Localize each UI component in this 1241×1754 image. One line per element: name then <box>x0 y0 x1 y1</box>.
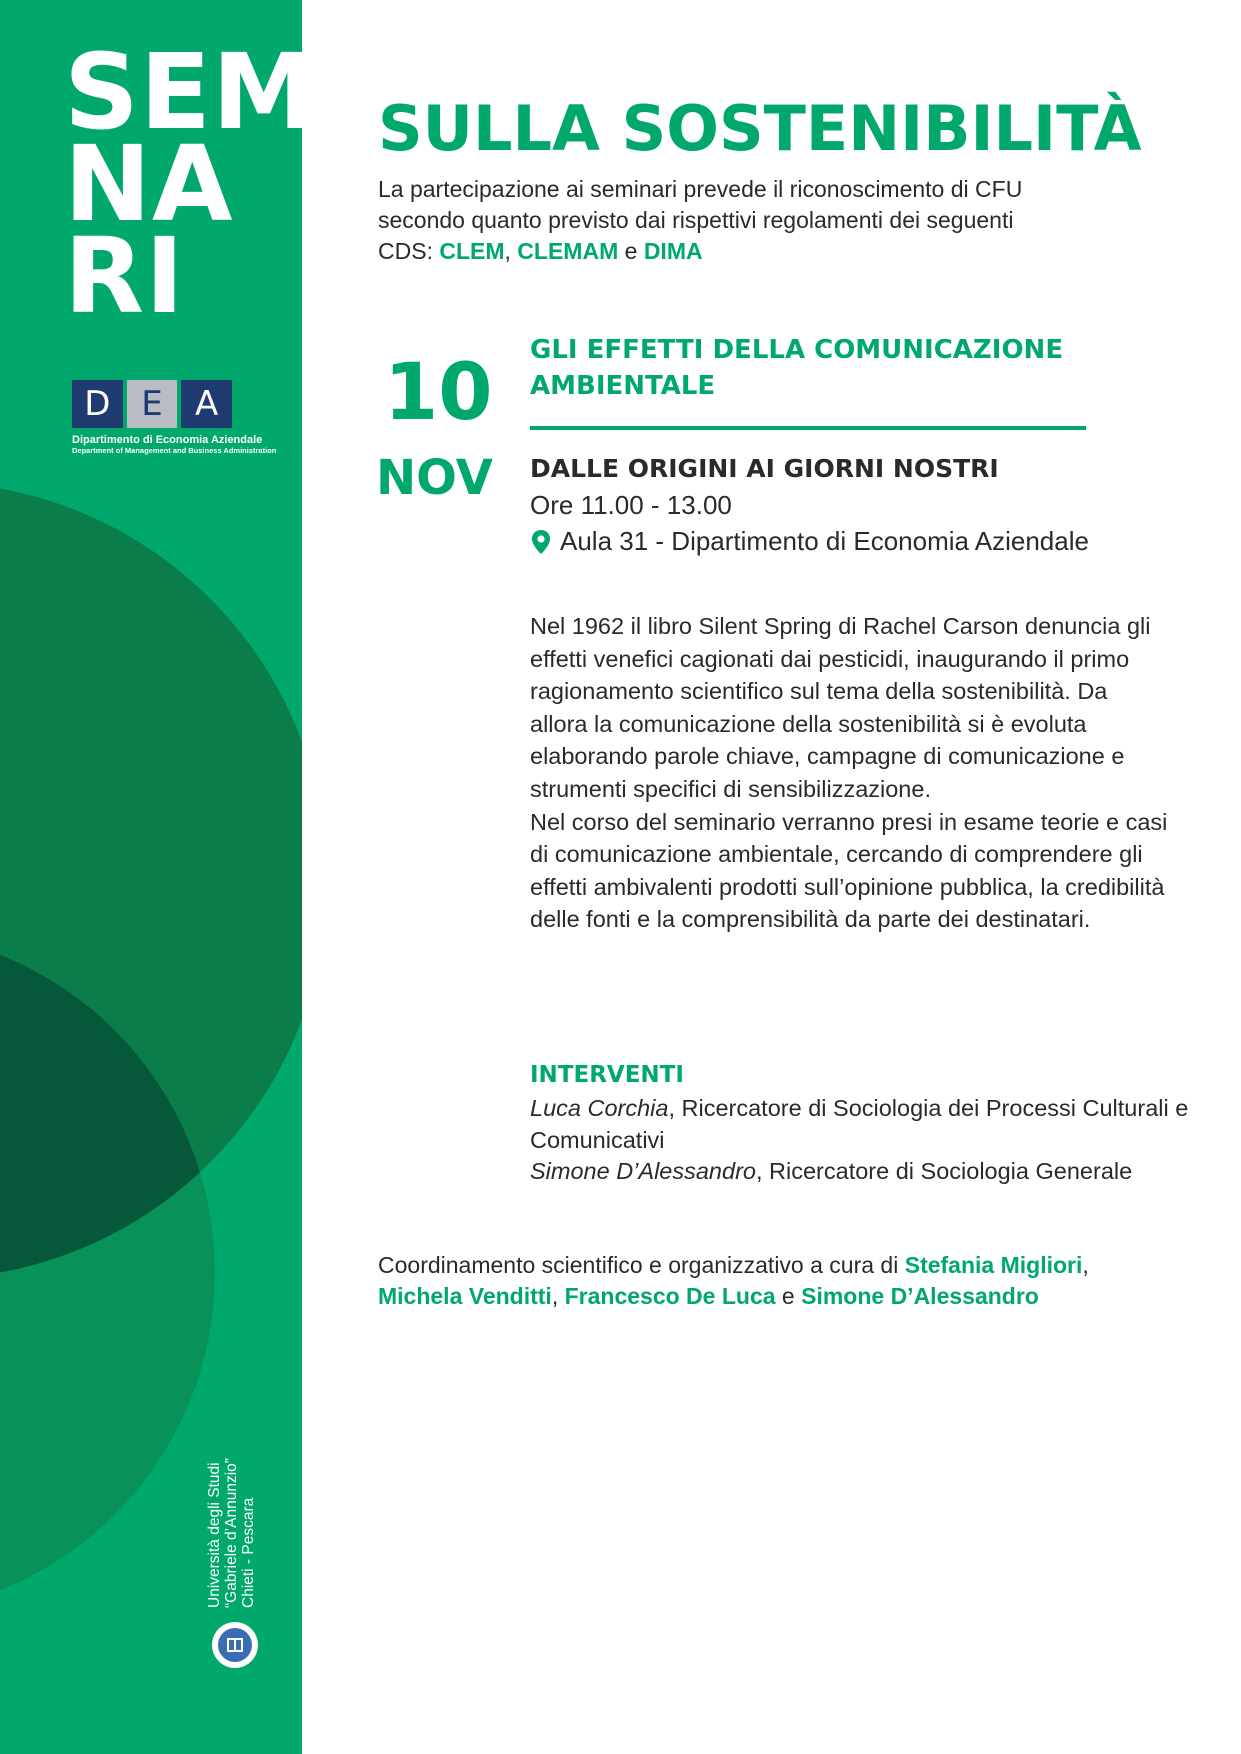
university-seal-inner <box>218 1628 252 1662</box>
dea-letter-e: E <box>127 380 178 428</box>
speaker-item <box>530 1093 1190 1156</box>
coord-sep: , <box>1082 1252 1089 1278</box>
intro-paragraph <box>378 174 1078 267</box>
speaker-item <box>530 1156 1190 1188</box>
university-line: “Gabriele d’Annunzio” <box>223 1458 240 1608</box>
intro-sep: , <box>504 238 511 264</box>
dea-logo <box>72 380 277 455</box>
event-place <box>530 526 1089 557</box>
course-clem: CLEM <box>439 238 505 264</box>
speaker-name: Luca Corchia <box>530 1095 669 1121</box>
course-clemam: CLEMAM <box>517 238 619 264</box>
coord-and: e <box>781 1283 795 1309</box>
coordination-note <box>378 1250 1168 1312</box>
university-name <box>206 1458 257 1608</box>
event-title: GLI EFFETTI DELLA COMUNICAZIONE AMBIENTALE <box>530 335 1064 401</box>
speaker-name: Simone D’Alessandro <box>530 1158 756 1184</box>
event-subtitle: DALLE ORIGINI AI GIORNI NOSTRI <box>530 454 999 483</box>
coordinator-name: Michela Venditti <box>378 1283 552 1309</box>
seal-emblem-icon <box>224 1634 246 1656</box>
coordinator-name: Stefania Migliori <box>904 1252 1083 1278</box>
event-day: 10 <box>384 348 493 438</box>
decorative-circle-overlap <box>0 930 215 1279</box>
coordinator-name: Francesco De Luca <box>564 1283 776 1309</box>
event-description <box>530 610 1170 936</box>
decorative-circle-overlap-clip <box>0 482 302 1279</box>
dea-department-name-en: Department of Management and Business Administration <box>72 446 277 455</box>
speaker-role: , Ricercatore di Sociologia Generale <box>755 1158 1133 1184</box>
location-pin-icon <box>530 529 552 555</box>
page-title: SULLA SOSTENIBILITÀ <box>378 92 1142 165</box>
seminari-row: SEMI <box>64 31 357 153</box>
seminari-row: NA <box>64 123 234 245</box>
dea-letter-a: A <box>181 380 232 428</box>
intro-cds: CDS <box>378 238 427 264</box>
dea-logo-letters <box>72 380 232 428</box>
description-paragraph: Nel corso del seminario verranno presi in esame teorie e casi di comunicazione ambientale, cercando di comprendere gli effetti ambivalenti prodotti sull’opinione pubblica, la credibilità delle fonti e la comprensibilità da parte dei destinatari. <box>530 808 1168 933</box>
intro-colon: : <box>426 238 433 264</box>
university-seal-icon <box>212 1622 258 1668</box>
description-paragraph: Nel 1962 il libro Silent Spring di Rachel Carson denuncia gli effetti venefici cagionati dai pesticidi, inaugurando il primo ragionamento scientifico sul tema della sostenibilità. Da allora la comunicazione della sostenibilità si è evoluta elaborando parole chiave, campagne di comunicazione e strumenti specifici di sensibilizzazione. <box>530 613 1151 802</box>
speakers-heading: INTERVENTI <box>530 1062 684 1088</box>
event-month: NOV <box>376 450 493 506</box>
university-line: Chieti - Pescara <box>240 1497 257 1608</box>
dea-department-name: Dipartimento di Economia Aziendale <box>72 434 263 446</box>
dea-letter-d: D <box>72 380 123 428</box>
coordinator-name: Simone D’Alessandro <box>801 1283 1039 1309</box>
intro-text: La partecipazione ai seminari prevede il riconoscimento di CFU secondo quanto previsto dai rispettivi regolamenti dei seguenti <box>378 176 1023 233</box>
event-place-text: Aula 31 - Dipartimento di Economia Aziendale <box>560 526 1089 556</box>
coordination-text: Coordinamento scientifico e organizzativo a cura di <box>378 1252 899 1278</box>
course-dima: DIMA <box>643 238 703 264</box>
university-line: Università degli Studi <box>206 1462 223 1608</box>
seminari-row: RI <box>64 215 185 337</box>
speakers-list <box>530 1093 1190 1188</box>
coord-sep: , <box>551 1283 559 1309</box>
title-divider <box>530 426 1086 430</box>
intro-and: e <box>624 238 638 264</box>
speaker-role: , Ricercatore di Sociologia dei Processi Culturali e Comunicativi <box>530 1095 1189 1153</box>
seminari-heading <box>64 31 357 337</box>
event-time: Ore 11.00 - 13.00 <box>530 490 732 520</box>
